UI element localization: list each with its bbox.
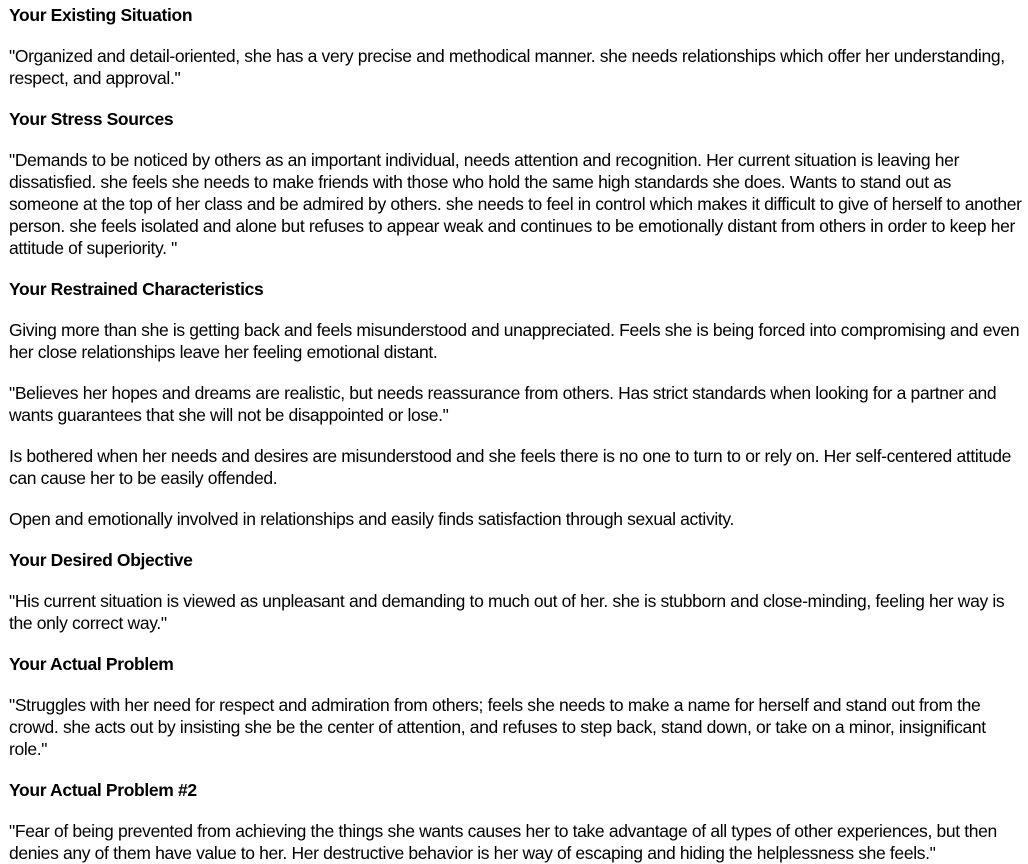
section-paragraph: Giving more than she is getting back and feels misunderstood and unappreciated. Feels she is being forced into compromising and even her close relationships leave her feeling emotional distant. <box>9 320 1020 362</box>
section-heading: Your Stress Sources <box>9 109 174 129</box>
section-paragraph: "Believes her hopes and dreams are realistic, but needs reassurance from others. Has strict standards when looking for a partner and wants guarantees that she will not be disappointed or lose." <box>9 383 997 425</box>
section-heading: Your Desired Objective <box>9 550 193 570</box>
section-paragraph: "Demands to be noticed by others as an important individual, needs attention and recognition. Her current situation is leaving her dissatisfied. she feels she needs to make friends with those who hold the same high standards she does. Wants to stand out as someone at the top of her class and be admired by others. she needs to feel in control which makes it difficult to give of herself to another person. she feels isolated and alone but refuses to appear weak and continues to be emotionally distant from others in order to keep her attitude of superiority. " <box>9 150 1022 258</box>
section-desired-objective <box>9 549 1023 634</box>
section-stress-sources <box>9 108 1023 259</box>
section-paragraph: "Struggles with her need for respect and admiration from others; feels she needs to make a name for herself and stand out from the crowd. she acts out by insisting she be the center of attention, and refuses to step back, stand down, or take on a minor, insignificant role." <box>9 695 986 759</box>
section-heading: Your Actual Problem #2 <box>9 780 197 800</box>
section-heading: Your Actual Problem <box>9 654 174 674</box>
section-paragraph: "His current situation is viewed as unpleasant and demanding to much out of her. she is stubborn and close-minding, feeling her way is the only correct way." <box>9 591 1005 633</box>
section-heading: Your Restrained Characteristics <box>9 279 264 299</box>
section-heading: Your Existing Situation <box>9 5 193 25</box>
section-paragraph: Is bothered when her needs and desires are misunderstood and she feels there is no one to turn to or rely on. Her self-centered attitude can cause her to be easily offended. <box>9 446 1012 488</box>
section-paragraph: "Fear of being prevented from achieving the things she wants causes her to take advantage of all types of other experiences, but then denies any of them have value to her. Her destructive behavior is her way of escaping and hiding the helplessness she feels." <box>9 821 997 863</box>
section-actual-problem <box>9 653 1023 760</box>
section-paragraph: Open and emotionally involved in relationships and easily finds satisfaction through sexual activity. <box>9 509 735 529</box>
section-restrained-characteristics <box>9 278 1023 530</box>
section-existing-situation <box>9 4 1023 89</box>
section-actual-problem-2 <box>9 779 1023 864</box>
section-paragraph: "Organized and detail-oriented, she has a very precise and methodical manner. she needs relationships which offer her understanding, respect, and approval." <box>9 46 1005 88</box>
